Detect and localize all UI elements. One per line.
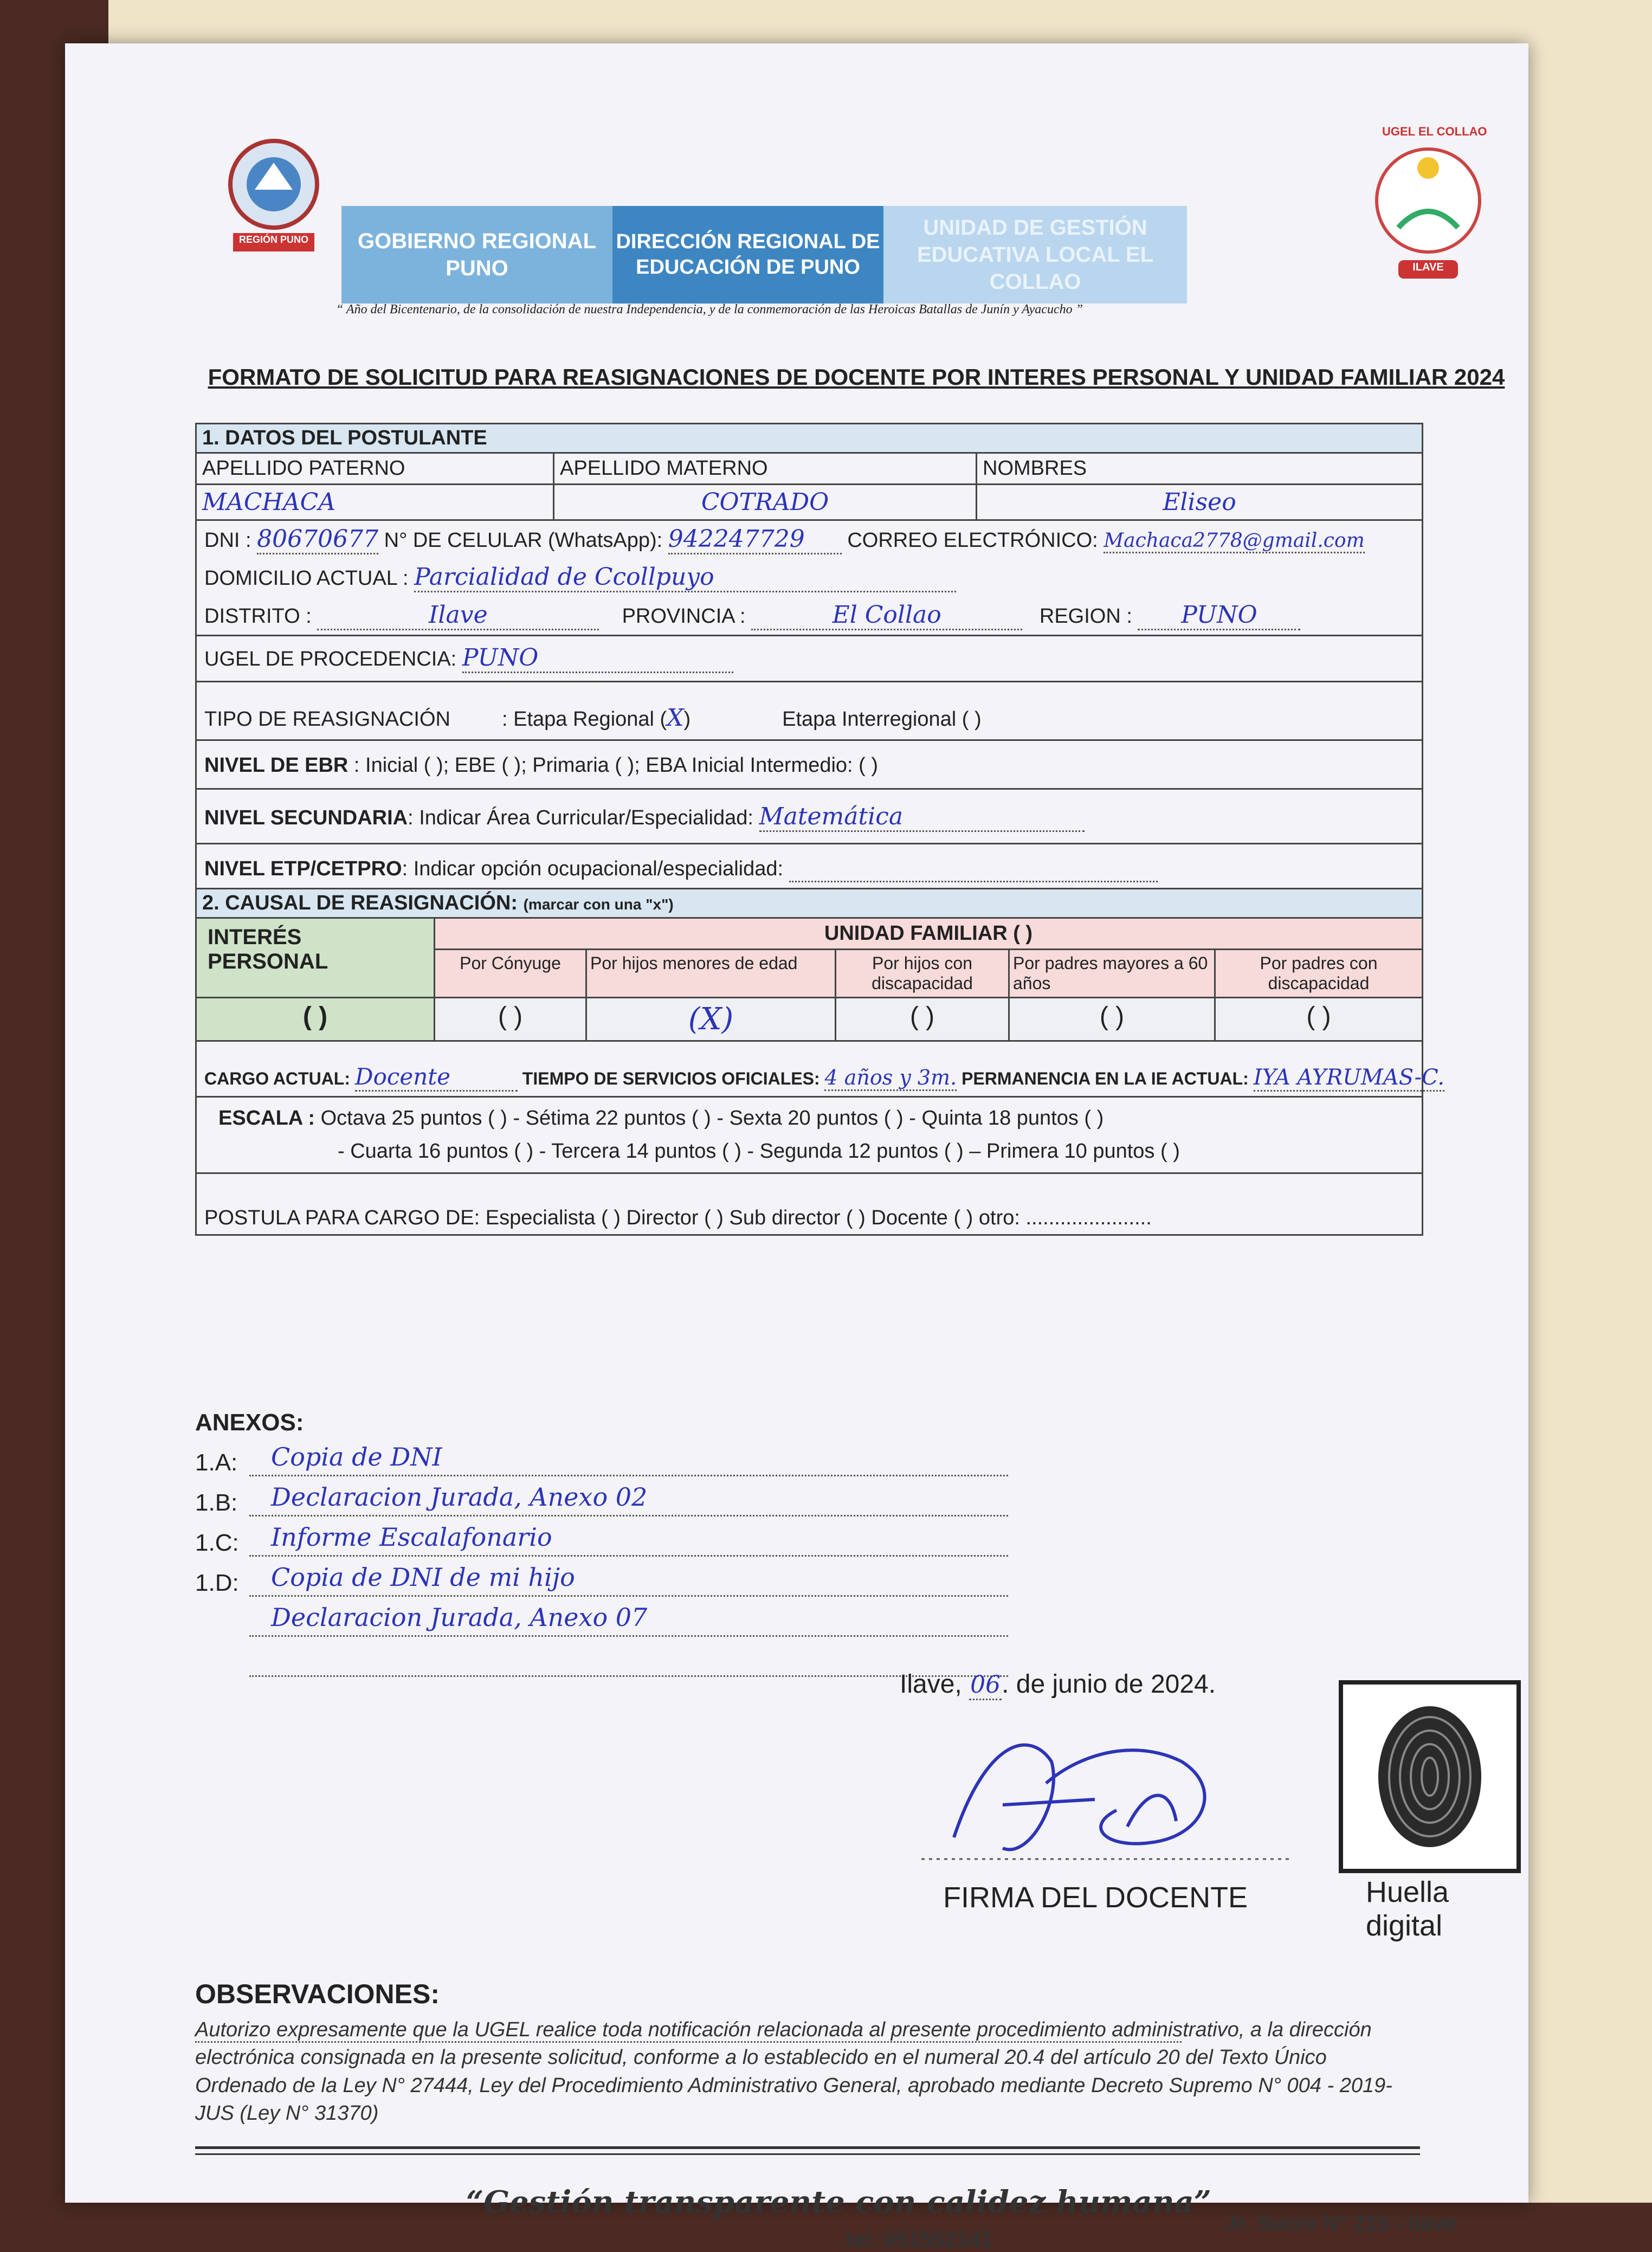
col-nombres: NOMBRES (983, 457, 1087, 480)
letterhead (195, 125, 1518, 294)
dni-label: DNI : (204, 529, 251, 552)
c-hijos-discapacidad: Por hijos con discapacidad (836, 950, 1010, 998)
signature-image (921, 1718, 1290, 1881)
dni-value[interactable]: 80670677 (257, 525, 378, 554)
nivel-sec-text: : Indicar Área Curricular/Especialidad: (408, 806, 753, 829)
mark-padres-mayores[interactable]: ( ) (1010, 998, 1216, 1040)
region-value[interactable]: PUNO (1138, 601, 1300, 630)
c-conyuge: Por Cónyuge (435, 950, 587, 998)
col-materno: APELLIDO MATERNO (554, 454, 977, 483)
nivel-etp-label: NIVEL ETP/CETPRO (204, 857, 402, 880)
names-value-row (197, 485, 1422, 521)
unidad-familiar-header: UNIDAD FAMILIAR ( ) (435, 919, 1422, 950)
cargo-line (197, 1042, 1445, 1098)
anexos-heading: ANEXOS: (195, 1409, 304, 1436)
anexo-value[interactable]: Declaracion Jurada, Anexo 07 (249, 1603, 1008, 1637)
cargo-value[interactable]: Docente (355, 1063, 518, 1092)
domicilio-value[interactable]: Parcialidad de Ccollpuyo (414, 563, 956, 592)
anexo-value[interactable]: Declaracion Jurada, Anexo 02 (249, 1482, 1008, 1517)
band-direccion: DIRECCIÓN REGIONAL DE EDUCACIÓN DE PUNO (612, 206, 883, 304)
ugel-label: UGEL DE PROCEDENCIA: (204, 648, 457, 670)
col-paterno: APELLIDO PATERNO (197, 454, 554, 483)
nivel-etp-value[interactable] (789, 857, 1158, 882)
cargo-label: CARGO ACTUAL: (204, 1069, 350, 1088)
footer-slogan: “Gestión transparente con calidez humana” (466, 2184, 1211, 2220)
cel-label: N° DE CELULAR (WhatsApp): (384, 529, 663, 552)
observaciones-label: OBSERVACIONES: (195, 1979, 440, 2009)
nivel-etp-text: : Indicar opción ocupacional/especialidad: (402, 857, 784, 880)
escala-line1[interactable]: Octava 25 puntos ( ) - Sétima 22 puntos ( ) - Sexta 20 puntos ( ) - Quinta 18 puntos ( ) (320, 1107, 1104, 1130)
nivel-etp-line (197, 844, 1422, 889)
tipo-regional: : Etapa Regional ( (502, 708, 667, 731)
anexo-item (195, 1517, 1008, 1557)
tiempo-value[interactable]: 4 años y 3m. (824, 1066, 957, 1091)
mark-hijos-discapacidad[interactable]: ( ) (836, 998, 1010, 1040)
anexo-label: 1.A: (195, 1449, 238, 1476)
motto: “ Año del Bicentenario, de la consolidación de nuestra Independencia, y de la conmemoración de las Heroicas Batallas de Junín y Ayacucho ” (336, 302, 1083, 317)
domicilio-line (197, 559, 1422, 597)
firma-label: FIRMA DEL DOCENTE (943, 1881, 1248, 1914)
anexo-value[interactable]: Copia de DNI (249, 1442, 1008, 1476)
val-paterno[interactable]: MACHACA (197, 485, 554, 519)
causal-grid (197, 919, 1422, 1042)
anexo-item (195, 1557, 1008, 1597)
huella-label: Huella digital (1366, 1876, 1449, 1942)
anexo-label: 1.B: (195, 1489, 238, 1516)
nivel-sec-label: NIVEL SECUNDARIA (204, 806, 408, 829)
ugel-line (197, 636, 1422, 682)
correo-value[interactable]: Machaca2778@gmail.com (1104, 530, 1364, 553)
anexos (195, 1409, 1008, 1677)
anexo-item (195, 1637, 1008, 1677)
fingerprint-box (1339, 1680, 1521, 1873)
escala-line2[interactable]: - Cuarta 16 puntos ( ) - Tercera 14 puntos ( ) - Segunda 12 puntos ( ) – Primera 10 puntos ( ) (338, 1139, 1180, 1163)
names-header-row (197, 454, 1422, 485)
mark-conyuge[interactable]: ( ) (435, 998, 587, 1040)
band-gobierno: GOBIERNO REGIONAL PUNO (341, 206, 612, 304)
tiempo-label: TIEMPO DE SERVICIOS OFICIALES: (522, 1069, 820, 1088)
section1-heading: 1. DATOS DEL POSTULANTE (197, 424, 1422, 454)
distrito-line (197, 597, 1422, 636)
c-padres-mayores: Por padres mayores a 60 años (1010, 950, 1216, 998)
dni-line (197, 521, 1422, 559)
form-paper (65, 43, 1528, 2251)
perm-value[interactable]: IYA AYRUMAS-C. (1254, 1065, 1444, 1092)
mark-padres-discapacidad[interactable]: ( ) (1216, 998, 1422, 1040)
tipo-regional-mark[interactable]: X (667, 704, 684, 732)
region-label: REGION : (1039, 605, 1132, 628)
footer-rule (195, 2146, 1420, 2155)
nivel-ebr-label: NIVEL DE EBR (204, 754, 349, 777)
footer-address: Jr. Sucre N° 215 - Ilave (1225, 2211, 1457, 2235)
anexo-value[interactable]: Copia de DNI de mi hijo (249, 1563, 1008, 1597)
section2-note: (marcar con una "x") (523, 896, 674, 913)
nivel-sec-value[interactable]: Matemática (759, 803, 1085, 832)
val-materno[interactable]: COTRADO (554, 485, 977, 519)
mark-interes[interactable]: ( ) (197, 998, 435, 1040)
ugel-logo-text: UGEL EL COLLAO (1382, 125, 1487, 138)
date-prefix: Ilave, (900, 1670, 962, 1699)
tipo-close: ) (683, 708, 691, 731)
section2-title: 2. CAUSAL DE REASIGNACIÓN: (202, 892, 518, 914)
postula-line[interactable]: POSTULA PARA CARGO DE: Especialista ( ) Director ( ) Sub director ( ) Docente ( ) otro: ...................... (204, 1206, 1152, 1229)
provincia-label: PROVINCIA : (622, 605, 746, 628)
perm-label: PERMANENCIA EN LA IE ACTUAL: (961, 1069, 1249, 1088)
fingerprint-image (1343, 1685, 1517, 1869)
authorization-note: Autorizo expresamente que la UGEL realice toda notificación relacionada al presente procedimiento administrativo, a la dirección electrónica consignada en la presente solicitud, conforme a lo establecido en el numeral 20.4 del artículo 20 del Texto Único Ordenado de la Ley N° 27444, Ley del Procedimiento Administrativo General, aprobado mediante Decreto Supremo N° 004 - 2019-JUS (Ley N° 31370) (195, 2018, 1392, 2125)
escala-label: ESCALA : (218, 1107, 315, 1130)
nivel-ebr-options[interactable]: : Inicial ( ); EBE ( ); Primaria ( ); EBA Inicial Intermedio: ( ) (353, 754, 879, 777)
interes-personal-header: INTERÉS PERSONAL (197, 919, 435, 998)
region-logo-text: REGIÓN PUNO (238, 234, 308, 245)
band-ugel: UNIDAD DE GESTIÓN EDUCATIVA LOCAL EL COLLAO (883, 206, 1187, 304)
tipo-interregional[interactable]: Etapa Interregional ( ) (782, 708, 982, 731)
val-nombres[interactable]: Eliseo (1163, 488, 1236, 516)
form-title: FORMATO DE SOLICITUD PARA REASIGNACIONES DE DOCENTE POR INTERES PERSONAL Y UNIDAD FAMILIAR 2024 (208, 364, 1505, 390)
nivel-sec-line (197, 790, 1422, 844)
ugel-logo-sub: ILAVE (1412, 261, 1444, 273)
distrito-label: DISTRITO : (204, 605, 312, 628)
anexo-value[interactable] (249, 1643, 1008, 1677)
ugel-value[interactable]: PUNO (462, 644, 733, 673)
correo-label: CORREO ELECTRÓNICO: (847, 529, 1098, 552)
anexo-item (195, 1436, 1008, 1476)
anexo-value[interactable]: Informe Escalafonario (249, 1522, 1008, 1557)
domicilio-label: DOMICILIO ACTUAL : (204, 567, 409, 590)
c-hijos-menores: Por hijos menores de edad (587, 950, 836, 998)
tipo-line (197, 682, 1422, 741)
footer-tel: tel: 051552141 (846, 2228, 993, 2251)
anexo-item (195, 1597, 1008, 1637)
ugel-logo (1366, 135, 1490, 282)
distrito-value[interactable]: Ilave (317, 601, 599, 630)
anexo-label: 1.C: (195, 1530, 239, 1556)
anexo-label: 1.D: (195, 1570, 239, 1596)
escala-block (197, 1098, 1422, 1174)
tipo-label: TIPO DE REASIGNACIÓN (204, 708, 450, 731)
c-padres-discapacidad: Por padres con discapacidad (1216, 950, 1422, 998)
cel-value[interactable]: 942247729 (668, 525, 842, 554)
date-line (900, 1669, 1216, 1700)
date-day[interactable]: 06 (969, 1671, 1002, 1700)
section2-heading (197, 889, 1422, 919)
nivel-ebr-line (197, 741, 1422, 790)
provincia-value[interactable]: El Collao (751, 601, 1022, 630)
mark-hijos-menores[interactable]: (X) (587, 998, 836, 1040)
date-suffix: . de junio de 2024. (1002, 1670, 1216, 1699)
anexo-item (195, 1476, 1008, 1517)
form-table (195, 423, 1445, 1236)
